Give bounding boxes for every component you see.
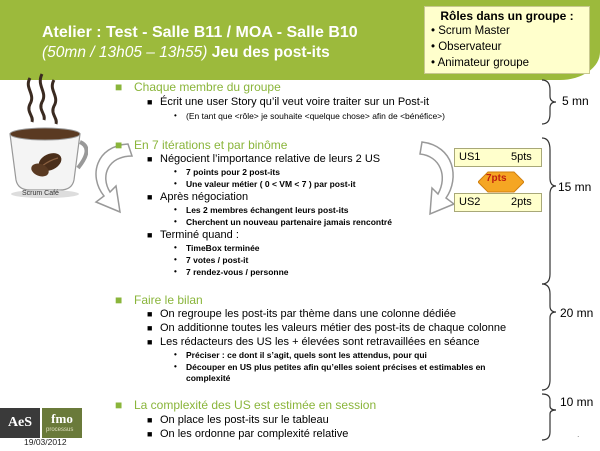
bullet-icon: ■ — [147, 429, 153, 439]
us1-points: 5pts — [511, 151, 532, 163]
list-item — [147, 229, 239, 241]
cup-label: Scrum Café — [22, 190, 59, 197]
bullet-icon: • — [174, 350, 177, 359]
footer-mark: . — [577, 429, 580, 439]
bullet-icon: ■ — [115, 293, 123, 307]
list-subitem — [174, 362, 486, 372]
brace-section-1 — [542, 80, 556, 124]
bullet-icon: ■ — [147, 415, 153, 425]
brace-section-2 — [542, 138, 556, 284]
list-item-text: Les rédacteurs des US les + élevées sont retravaillées en séance — [160, 336, 480, 348]
logo-right-text: fmo — [51, 411, 73, 426]
list-subitem-text: 7 points pour 2 post-its — [186, 167, 280, 177]
brace-section-3 — [542, 284, 556, 390]
list-subitem — [174, 350, 427, 360]
list-item — [147, 336, 480, 348]
list-item-text: Négocient l’importance relative de leurs 2 US — [160, 153, 381, 165]
list-item — [147, 191, 249, 203]
section-3-title-text: Faire le bilan — [134, 293, 203, 307]
list-subitem-text: Une valeur métier ( 0 < VM < 7 ) par post-it — [186, 179, 356, 189]
list-item — [147, 414, 329, 426]
list-subitem-text: (En tant que <rôle> je souhaite <quelque chose> afin de <bénéfice>) — [186, 111, 445, 121]
logo-left: AeS — [0, 408, 40, 438]
us2-postit — [454, 193, 542, 212]
list-subitem — [174, 217, 392, 227]
bullet-icon: • — [174, 267, 177, 276]
bullet-icon: ■ — [147, 97, 153, 107]
list-subitem-text: 7 rendez-vous / personne — [186, 267, 289, 277]
duration-label: 20 mn — [560, 306, 594, 320]
bullet-icon: ■ — [147, 323, 153, 333]
list-item — [147, 322, 507, 334]
logo-sub: processus — [46, 427, 74, 433]
bullet-icon: • — [174, 179, 177, 188]
list-item — [147, 308, 456, 320]
section-2-title — [115, 138, 288, 152]
section-4-title-text: La complexité des US est estimée en session — [134, 398, 377, 412]
list-subitem — [174, 267, 289, 277]
section-4-title — [115, 398, 377, 412]
bullet-icon: • — [174, 217, 177, 226]
page-subtitle — [42, 44, 330, 62]
bullet-icon: ■ — [147, 230, 153, 240]
us1-postit — [454, 148, 542, 167]
us2-points: 2pts — [511, 196, 532, 208]
total-points: 7pts — [486, 173, 507, 184]
section-3-title — [115, 293, 203, 307]
bullet-icon: ■ — [147, 309, 153, 319]
list-subitem — [174, 255, 249, 265]
list-item-text: On additionne toutes les valeurs métier des post-its de chaque colonne — [160, 322, 507, 334]
bullet-icon: • — [174, 255, 177, 264]
page-title: Atelier : Test - Salle B11 / MOA - Salle B10 — [42, 24, 358, 41]
list-subitem-text: 7 votes / post-it — [186, 255, 249, 265]
list-item — [147, 96, 429, 108]
coffee-cup-icon — [2, 70, 88, 210]
list-item-text: On place les post-its sur le tableau — [160, 414, 329, 426]
bullet-icon: • — [174, 167, 177, 176]
us2-label: US2 — [459, 196, 481, 208]
list-item-text: On regroupe les post-its par thème dans une colonne dédiée — [160, 308, 456, 320]
list-subitem — [174, 205, 349, 215]
list-subitem — [174, 243, 260, 253]
subtitle-schedule: (50mn / 13h05 – 13h55) — [42, 44, 208, 61]
bullet-icon: ■ — [115, 138, 123, 152]
bullet-icon: ■ — [115, 398, 123, 412]
list-subitem-text: Préciser : ce dont il s’agit, quels sont les attendus, pour qui — [186, 350, 427, 360]
subtitle-activity: Jeu des post-its — [211, 44, 330, 61]
bullet-icon: • — [174, 362, 177, 371]
section-1-title — [115, 80, 281, 94]
left-curved-arrow-icon — [86, 140, 136, 220]
duration-label: 5 mn — [562, 94, 589, 108]
section-1-title-text: Chaque membre du groupe — [134, 80, 281, 94]
list-subitem — [174, 179, 356, 189]
list-subitem-text: TimeBox terminée — [186, 243, 260, 253]
list-subitem-text: Cherchent un nouveau partenaire jamais rencontré — [186, 217, 392, 227]
bullet-icon: ■ — [147, 337, 153, 347]
list-item-text: Après négociation — [160, 191, 249, 203]
duration-label: 10 mn — [560, 395, 594, 409]
bullet-icon: • — [174, 243, 177, 252]
list-subitem-text: Les 2 membres échangent leurs post-its — [186, 205, 349, 215]
bullet-icon: • — [174, 205, 177, 214]
bullet-icon: ■ — [147, 192, 153, 202]
roles-box — [424, 6, 590, 74]
list-subitem-text: Découper en US plus petites afin qu’elles soient précises et estimables en — [186, 362, 486, 372]
brace-section-4 — [542, 394, 556, 440]
roles-title: Rôles dans un groupe : — [440, 9, 574, 23]
list-item-text: Terminé quand : — [160, 229, 239, 241]
bullet-icon: ■ — [147, 154, 153, 164]
list-item — [147, 153, 381, 165]
timing-braces — [540, 78, 560, 448]
role-item: • Animateur groupe — [431, 55, 583, 71]
footer-date: 19/03/2012 — [24, 437, 67, 447]
bullet-icon: ■ — [115, 80, 123, 94]
us1-label: US1 — [459, 151, 481, 163]
logo-right — [42, 408, 82, 438]
list-item-text: Écrit une user Story qu’il veut voire traiter sur un Post-it — [160, 96, 429, 108]
duration-label: 15 mn — [558, 180, 592, 194]
list-item-text: On les ordonne par complexité relative — [160, 428, 349, 440]
role-item: • Scrum Master — [431, 23, 583, 39]
us-diagram — [454, 148, 546, 212]
list-subitem-continuation: complexité — [186, 373, 231, 383]
role-item: • Observateur — [431, 39, 583, 55]
bullet-icon: • — [174, 111, 177, 120]
list-item — [147, 428, 349, 440]
list-subitem — [174, 167, 280, 177]
list-subitem — [174, 111, 445, 121]
section-2-title-text: En 7 itérations et par binôme — [134, 138, 288, 152]
